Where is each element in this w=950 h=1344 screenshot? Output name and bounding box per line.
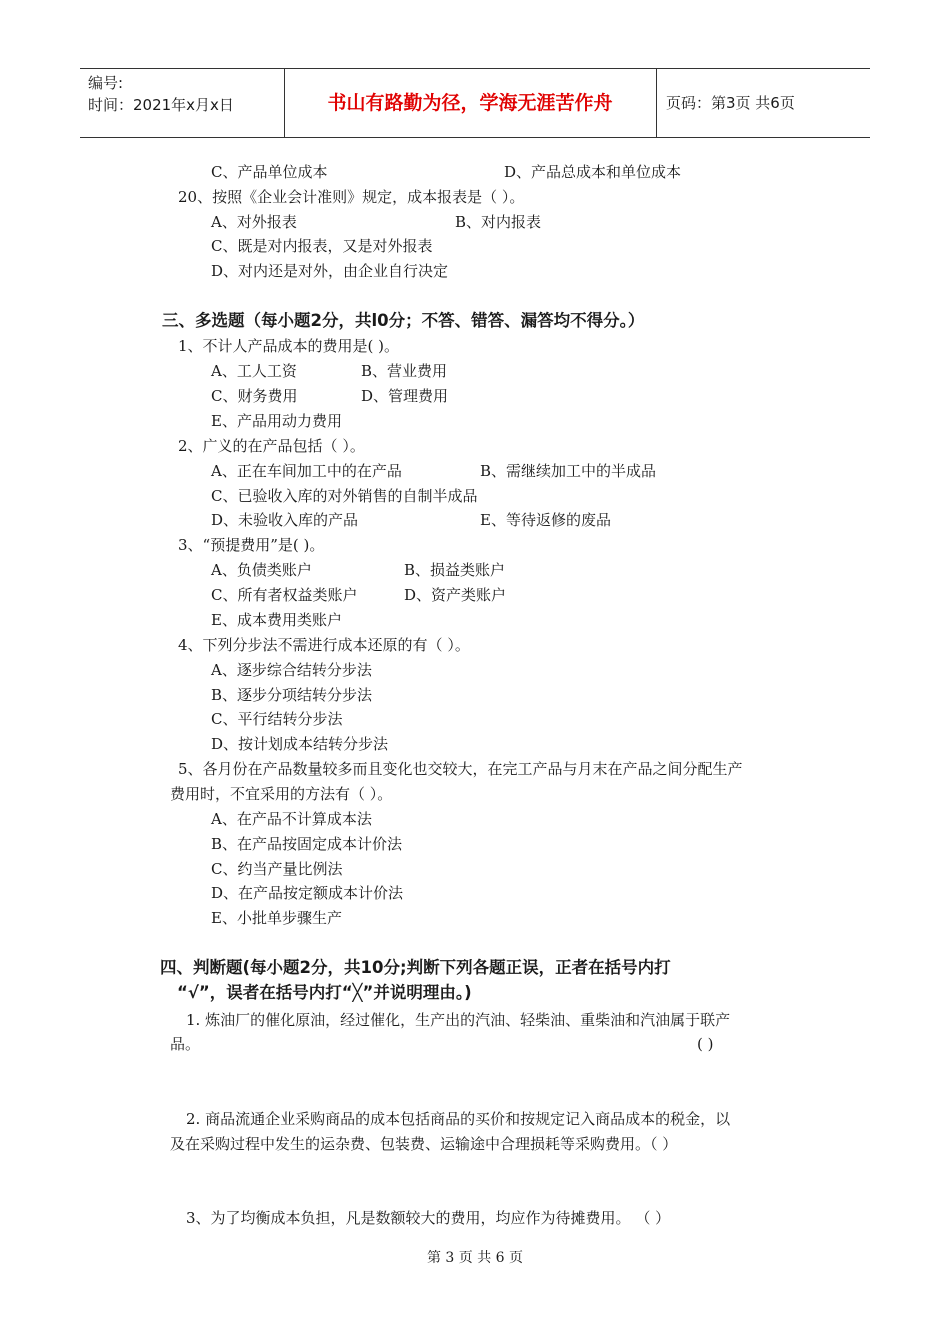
text-line: 3、为了均衡成本负担，凡是数额较大的费用，均应作为待摊费用。 （ ） <box>186 1209 671 1227</box>
header-page-cell <box>656 69 870 137</box>
text-line: C、所有者权益类账户 <box>211 586 358 604</box>
text-line: 品。 <box>170 1035 201 1053</box>
text-line: A、在产品不计算成本法 <box>211 810 372 828</box>
text-line: A、逐步综合结转分步法 <box>211 661 372 679</box>
section-heading: “√”，误者在括号内打“╳”并说明理由。) <box>177 983 472 1002</box>
text-line: D、管理费用 <box>361 387 449 405</box>
header-motto: 书山有路勤为径，学海无涯苦作舟 <box>327 92 613 114</box>
text-line: E、等待返修的废品 <box>480 511 611 529</box>
text-line: C、财务费用 <box>211 387 298 405</box>
text-line: E、产品用动力费用 <box>211 412 342 430</box>
document-number-label: 编号: <box>88 74 124 92</box>
text-line: D、按计划成本结转分步法 <box>211 735 389 753</box>
text-line: D、产品总成本和单位成本 <box>504 163 682 181</box>
text-line: C、约当产量比例法 <box>211 860 343 878</box>
text-line: 2、广义的在产品包括（ ）。 <box>178 437 365 455</box>
text-line: B、在产品按固定成本计价法 <box>211 835 403 853</box>
header-meta-cell <box>80 69 285 137</box>
text-line: 及在采购过程中发生的运杂费、包装费、运输途中合理损耗等采购费用。（ ） <box>170 1135 678 1153</box>
text-line: C、已验收入库的对外销售的自制半成品 <box>211 487 478 505</box>
section-heading: 四、判断题(每小题2分，共10分;判断下列各题正误，正者在括号内打 <box>160 958 671 977</box>
text-line: E、成本费用类账户 <box>211 611 342 629</box>
text-line: B、逐步分项结转分步法 <box>211 686 373 704</box>
text-line: 3、“预提费用”是( )。 <box>178 536 325 554</box>
text-line: ( ) <box>697 1035 714 1053</box>
text-line: B、需继续加工中的半成品 <box>480 462 657 480</box>
section-heading: 三、多选题（每小题2分，共l0分；不答、错答、漏答均不得分。） <box>162 311 645 330</box>
text-line: 1、不计人产品成本的费用是( )。 <box>178 337 400 355</box>
text-line: D、未验收入库的产品 <box>211 511 359 529</box>
text-line: B、营业费用 <box>361 362 448 380</box>
text-line: B、对内报表 <box>455 213 542 231</box>
text-line: A、对外报表 <box>211 213 297 231</box>
text-line: 4、下列分步法不需进行成本还原的有（ ）。 <box>178 636 470 654</box>
header-motto-cell <box>284 69 657 137</box>
text-line: D、在产品按定额成本计价法 <box>211 884 404 902</box>
text-line: E、小批单步骤生产 <box>211 909 342 927</box>
text-line: C、既是对内报表，又是对外报表 <box>211 237 433 255</box>
text-line: A、正在车间加工中的在产品 <box>211 462 402 480</box>
text-line: 5、各月份在产品数量较多而且变化也交较大，在完工产品与月末在产品之间分配生产 <box>178 760 743 778</box>
text-line: B、损益类账户 <box>404 561 506 579</box>
text-line: C、平行结转分步法 <box>211 710 343 728</box>
text-line: D、对内还是对外，由企业自行决定 <box>211 262 449 280</box>
page-footer: 第 3 页 共 6 页 <box>426 1250 524 1266</box>
text-line: D、资产类账户 <box>404 586 507 604</box>
text-line: A、工人工资 <box>211 362 297 380</box>
document-header <box>80 68 870 138</box>
text-line: 2. 商品流通企业采购商品的成本包括商品的买价和按规定记入商品成本的税金，以 <box>186 1110 731 1128</box>
text-line: C、产品单位成本 <box>211 163 328 181</box>
text-line: 20、按照《企业会计准则》规定，成本报表是（ ）。 <box>178 188 525 206</box>
document-time-label: 时间：2021年x月x日 <box>88 96 234 114</box>
header-page-info: 页码：第3页 共6页 <box>666 94 795 112</box>
text-line: A、负债类账户 <box>211 561 312 579</box>
text-line: 费用时，不宜采用的方法有（ ）。 <box>170 785 393 803</box>
text-line: 1. 炼油厂的催化原油，经过催化，生产出的汽油、轻柴油、重柴油和汽油属于联产 <box>186 1011 731 1029</box>
